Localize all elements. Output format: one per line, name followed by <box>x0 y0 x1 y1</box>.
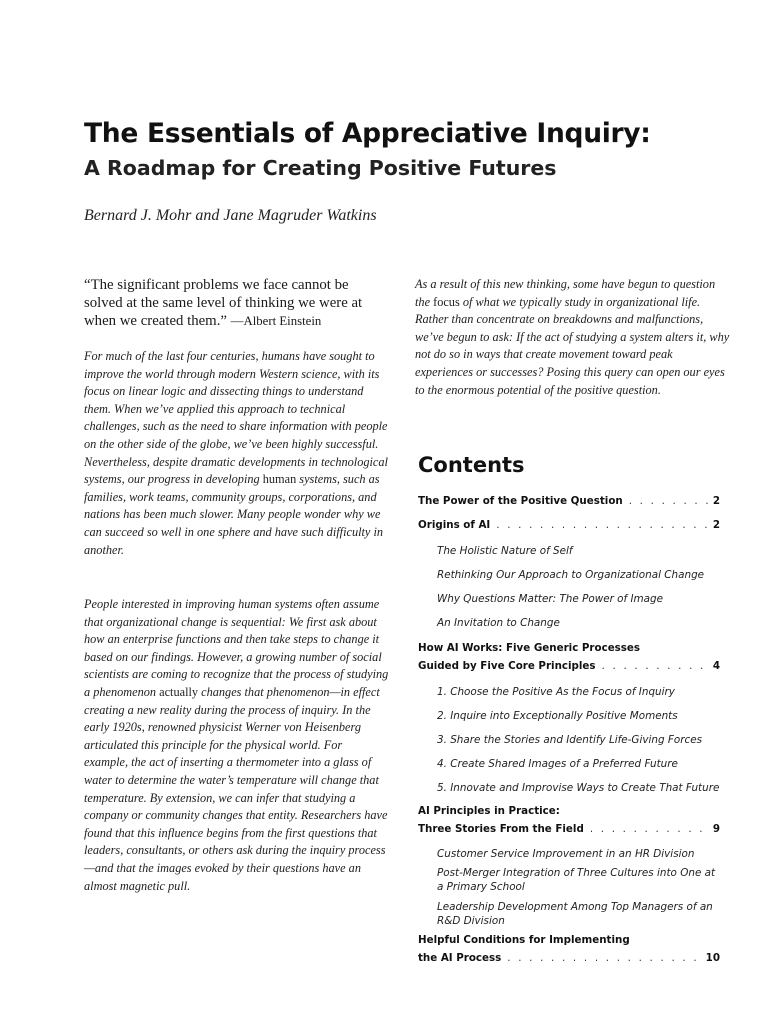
toc-page-number: 9 <box>712 823 720 835</box>
toc-subsection[interactable]: 5. Innovate and Improvise Ways to Create That Future <box>437 782 720 794</box>
toc-leader-dots <box>602 657 709 675</box>
toc-subsection[interactable]: Leadership Development Among Top Managers of an R&D Division <box>437 901 713 927</box>
toc-section-origins[interactable] <box>418 516 720 534</box>
toc-leader-dots <box>496 516 709 534</box>
toc-page-number: 2 <box>712 495 720 507</box>
p2-emphasis: actually <box>159 684 199 699</box>
p1-text-a: For much of the last four centuries, humans have sought to improve the world through modern Western science, with its focus on linear logic and dissecting things to understand them. When we’ve applied this approach to technical challenges, such as the need to share information with people on the other side of the globe, we’ve been highly successful. Nevertheless, despite dramatic developments in technological systems, our progress in developing <box>84 349 388 487</box>
toc-section-title-line2: Three Stories From the Field <box>418 823 584 835</box>
toc-section-positive-question[interactable] <box>418 492 720 510</box>
toc-subsection[interactable]: 2. Inquire into Exceptionally Positive Moments <box>437 710 678 722</box>
contents-heading: Contents <box>418 453 525 477</box>
toc-subsection[interactable]: Customer Service Improvement in an HR Division <box>437 848 695 860</box>
p3-text-b: of what we typically study in organizational life. Rather than concentrate on breakdowns and malfunctions, we’ve begun to ask: If the act of studying a system alters it, why not do so in ways that create movement toward peak experiences or successes? Posing this query can open our eyes to the enormous potential of the positive question. <box>415 294 730 397</box>
toc-leader-dots <box>507 949 701 967</box>
epigraph-quote <box>84 276 384 330</box>
toc-section-title: Origins of AI <box>418 519 491 531</box>
toc-leader-dots <box>629 492 709 510</box>
body-paragraph-1 <box>84 348 389 559</box>
toc-section-how-ai-works[interactable] <box>418 639 720 675</box>
toc-leader-dots <box>590 820 709 838</box>
p3-emphasis: focus <box>433 294 460 309</box>
document-title: The Essentials of Appreciative Inquiry: <box>84 118 651 149</box>
authors: Bernard J. Mohr and Jane Magruder Watkins <box>84 207 377 224</box>
toc-section-title: The Power of the Positive Question <box>418 495 623 507</box>
toc-section-helpful-conditions[interactable] <box>418 931 720 967</box>
toc-page-number: 10 <box>705 952 720 964</box>
toc-section-title-line1: How AI Works: Five Generic Processes <box>418 642 641 654</box>
toc-subsection[interactable]: 3. Share the Stories and Identify Life-Giving Forces <box>437 734 703 746</box>
document-subtitle: A Roadmap for Creating Positive Futures <box>84 156 557 180</box>
body-paragraph-3 <box>415 276 730 399</box>
p2-text-b: changes that phenomenon—in effect creating a new reality during the process of inquiry. In the early 1920s, renowned physicist Werner von Heisenberg articulated this principle for the physical world. For example, the act of inserting a thermometer into a glass of water to determine the water’s temperature will change that temperature. By extension, we can infer that studying a company or community changes that entity. Researchers have found that this influence begins from the first questions that leaders, consultants, or others ask during the inquiry process—and that the images evoked by their questions have an almost magnetic pull. <box>84 684 388 893</box>
p1-emphasis: human <box>262 472 297 487</box>
p1-text-b: systems, such as families, work teams, community groups, corporations, and nations has been much slower. Many people wonder why we can succeed so well in one sphere and have such difficulty in another. <box>84 472 384 557</box>
toc-subsection[interactable]: Post-Merger Integration of Three Cultures into One at a Primary School <box>437 867 716 893</box>
toc-section-title-line2: the AI Process <box>418 952 502 964</box>
toc-subsection[interactable]: 1. Choose the Positive As the Focus of Inquiry <box>437 686 675 698</box>
toc-subsection[interactable]: Rethinking Our Approach to Organizational Change <box>437 569 705 581</box>
toc-section-title-line2: Guided by Five Core Principles <box>418 660 596 672</box>
quote-text: “The significant problems we face cannot be solved at the same level of thinking we were at when we created them.” <box>84 277 363 329</box>
toc-section-title-line1: Helpful Conditions for Implementing <box>418 934 630 946</box>
p2-text-a: People interested in improving human systems often assume that organizational change is sequential: We first ask about how an enterprise functions and then take steps to change it based on our findings. However, a growing number of social scientists are coming to recognize that the process of studying a phenomenon <box>84 597 389 699</box>
toc-section-title-line1: AI Principles in Practice: <box>418 805 560 817</box>
table-of-contents <box>418 492 720 967</box>
toc-subsection[interactable]: 4. Create Shared Images of a Preferred Future <box>437 758 678 770</box>
body-paragraph-2 <box>84 596 389 895</box>
toc-subsection[interactable]: An Invitation to Change <box>437 617 560 629</box>
quote-attribution: —Albert Einstein <box>230 314 322 328</box>
toc-page-number: 2 <box>712 519 720 531</box>
p3-text-a: As a result of this new thinking, some have begun to question the <box>415 277 716 309</box>
toc-section-ai-principles[interactable] <box>418 802 720 838</box>
toc-subsection[interactable]: The Holistic Nature of Self <box>437 545 573 557</box>
toc-subsection[interactable]: Why Questions Matter: The Power of Image <box>437 593 664 605</box>
toc-page-number: 4 <box>712 660 720 672</box>
